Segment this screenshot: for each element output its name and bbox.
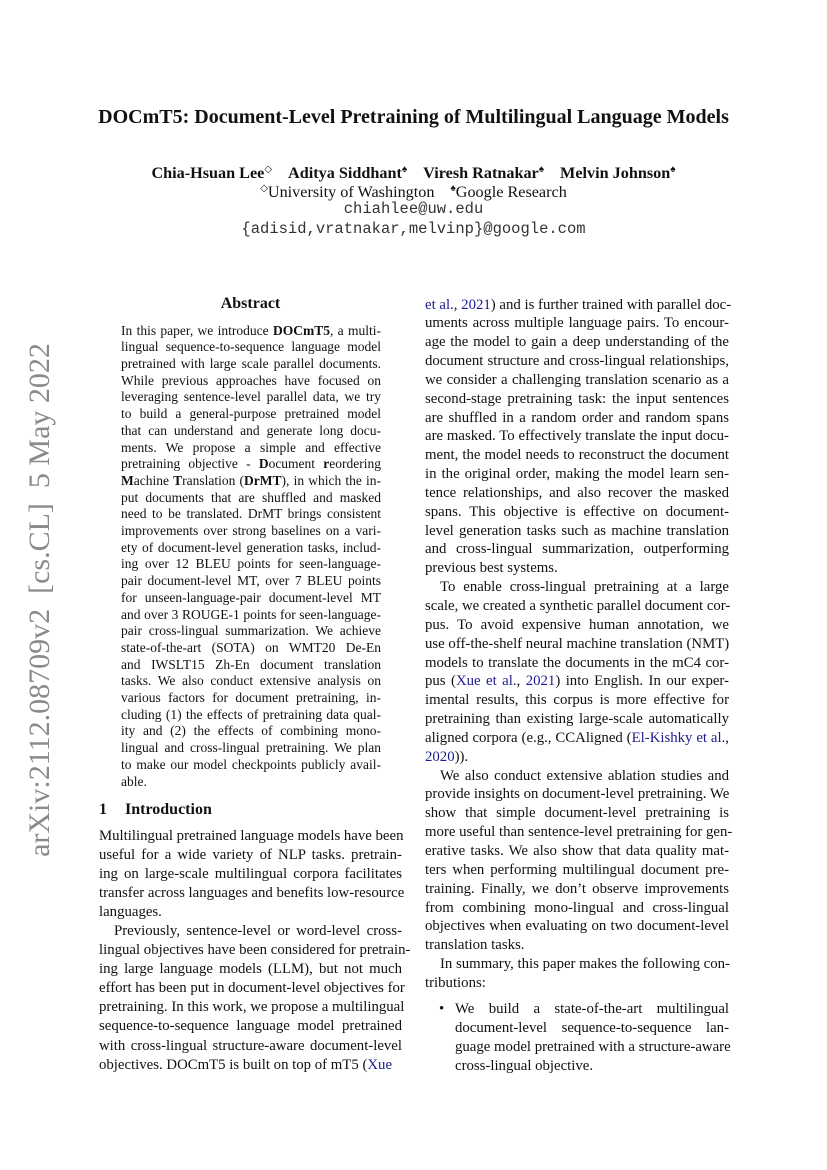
text-line: use off-the-shelf neural machine translation (NMT) — [425, 635, 730, 652]
text-line: translation tasks. — [425, 937, 525, 954]
text-line: second-stage pretraining task: the input sentences — [425, 390, 729, 407]
text-line: pretrained with large scale parallel documents. — [121, 356, 381, 371]
text-span: ) and is further trained with parallel doc- — [490, 296, 732, 313]
section-title: Introduction — [125, 801, 212, 818]
author-name: Aditya Siddhant — [288, 164, 402, 182]
affiliation-mark: ♠ — [401, 164, 408, 175]
text-line: erative tasks. We also show that data quality mat- — [425, 842, 729, 859]
paper-title: DOCmT5: Document-Level Pretraining of Multilingual Language Models — [98, 106, 729, 128]
text-line: cross-lingual objective. — [455, 1057, 594, 1074]
text-span: achine — [133, 472, 174, 488]
text-line: document-level sequence-to-sequence lan- — [455, 1019, 729, 1036]
section-number: 1 — [99, 801, 107, 818]
bullet-icon: • — [439, 1000, 445, 1017]
bold-text: DrMT — [244, 472, 282, 488]
text-line: To enable cross-lingual pretraining at a large — [440, 579, 729, 596]
text-line: cluding (1) the effects of pretraining data qual- — [121, 706, 381, 722]
text-line: ments. We propose a simple and effective — [121, 439, 381, 455]
citation-link[interactable]: Xue et al. — [455, 673, 517, 690]
text-line: effort has been put in document-level objectives for — [99, 980, 405, 997]
text-line: sequence-to-sequence language model pretrained — [99, 1018, 402, 1035]
author-name: Chia-Hsuan Lee — [151, 164, 265, 182]
text-line: various factors for document pretraining, in- — [121, 690, 381, 706]
text-line: show that simple document-level pretraining is — [425, 805, 729, 822]
text-line: ing on large-scale multilingual corpora facilitates — [99, 865, 402, 882]
text-line: ity and (2) the effects of combining mono- — [121, 723, 381, 739]
affiliation-mark: ◇ — [264, 164, 273, 175]
text-span: pretraining objective - — [121, 456, 259, 472]
text-line: to make our model checkpoints publicly avail- — [121, 756, 381, 772]
bold-text: M — [121, 472, 134, 488]
text-span: aligned corpora (e.g., CCAligned ( — [425, 729, 632, 746]
affiliation-name: University of Washington — [267, 183, 435, 201]
text-line: are shuffled in a random order and random spans — [425, 409, 729, 426]
citation-link[interactable]: 2021 — [461, 296, 491, 313]
bold-text: D — [258, 456, 269, 472]
bold-text: T — [173, 472, 183, 488]
text-line — [425, 729, 729, 748]
text-line: from combining mono-lingual and cross-lingual — [425, 899, 729, 916]
introduction-left-column — [99, 827, 411, 1075]
text-line: put documents that are shuffled and masked — [121, 489, 381, 505]
abstract-heading: Abstract — [220, 295, 281, 312]
text-line: pretraining than existing large-scale automatically — [425, 711, 729, 728]
text-line: ters when performing multilingual document pre- — [425, 861, 729, 878]
text-span: ranslation ( — [182, 472, 245, 488]
affiliation-mark: ♠ — [670, 164, 676, 175]
text-line: scale, we created a synthetic parallel document cor- — [425, 598, 731, 614]
text-line: and over 3 ROUGE-1 points for seen-language- — [121, 606, 381, 622]
author-email: {adisid,vratnakar,melvinp}@google.com — [241, 220, 586, 238]
text-line: lingual objectives have been considered for pretrain- — [99, 942, 411, 959]
affiliation-name: Google Research — [455, 183, 567, 201]
introduction-right-column — [425, 296, 733, 993]
text-line: state-of-the-art (SOTA) on WMT20 De-En — [121, 639, 381, 655]
text-line: need to be translated. DrMT brings consistent — [121, 506, 381, 522]
bold-text: DOCmT5 — [272, 322, 330, 338]
text-line: and IWSLT15 Zh-En document translation — [121, 656, 381, 672]
text-line: ing over 12 BLEU points for seen-language- — [121, 556, 381, 572]
contribution-bullet — [425, 1000, 729, 1076]
text-span: , — [516, 673, 526, 690]
text-line: Previously, sentence-level or word-level cross- — [114, 922, 402, 939]
text-line: ety of document-level generation tasks, includ- — [121, 539, 381, 555]
text-line: tasks. We also conduct extensive analysis on — [121, 673, 381, 689]
text-line: improvements over strong baselines on a vari- — [121, 523, 381, 539]
text-line: to build a general-purpose pretrained model — [121, 406, 381, 422]
text-line: and cross-lingual summarization, outperforming — [425, 541, 729, 558]
text-line — [121, 473, 381, 490]
text-line: pair document-level MT, over 7 BLEU points — [121, 573, 381, 589]
affiliation-mark: ♠ — [450, 183, 456, 194]
text-line — [121, 456, 381, 473]
text-line: We also conduct extensive ablation studies and — [440, 767, 729, 784]
text-line — [425, 748, 729, 767]
citation-link[interactable]: 2021 — [525, 673, 556, 690]
text-line — [425, 672, 729, 691]
text-line — [99, 1056, 402, 1075]
text-line: that can understand and generate long docu- — [121, 422, 381, 438]
citation-link[interactable]: et al. — [425, 296, 454, 313]
text-line: level generation tasks such as machine translation — [425, 522, 729, 539]
text-line: objectives when evaluating on two document-level — [425, 918, 729, 935]
text-span: , — [725, 729, 729, 746]
text-line: tributions: — [425, 974, 486, 991]
citation-link[interactable]: Xue — [367, 1056, 393, 1073]
arxiv-stamp-text: arXiv:2112.08709v2 [cs.CL] 5 May 2022 — [23, 343, 56, 857]
text-line: ing large language models (LLM), but not much — [99, 961, 402, 978]
text-line: While previous approaches have focused on — [121, 372, 381, 388]
text-line: document structure and cross-lingual relationships, — [425, 353, 729, 370]
affiliation-mark: ◇ — [260, 183, 268, 194]
text-span: ), in which the in- — [281, 472, 382, 488]
text-line: spans. This objective is effective on document- — [425, 503, 729, 520]
text-line — [425, 296, 732, 315]
bullet-text — [455, 1000, 729, 1076]
text-line: ment, the model needs to reconstruct the document — [425, 447, 729, 464]
text-span: In this paper, we introduce — [121, 322, 273, 338]
text-span: eordering — [329, 456, 381, 472]
text-span: ) into English. In our exper- — [555, 673, 729, 690]
text-span: , — [453, 296, 462, 313]
text-line: pretraining. In this work, we propose a multilingual — [99, 999, 405, 1016]
text-line — [121, 323, 381, 340]
text-span: ocument — [268, 456, 324, 472]
text-line: pair cross-lingual summarization. We achieve — [121, 623, 381, 639]
text-line: we consider a challenging translation scenario as a — [425, 371, 729, 388]
text-line: transfer across languages and benefits low-resource — [99, 884, 405, 901]
affiliation-mark: ♠ — [538, 164, 545, 175]
text-span: , a multi- — [329, 322, 381, 338]
text-line: useful for a wide variety of NLP tasks. pretrain- — [99, 846, 402, 863]
text-line: models to translate the documents in the mC4 cor- — [425, 654, 729, 671]
text-span: pus ( — [425, 673, 456, 690]
text-line: more useful than sentence-level pretraining for gen- — [425, 824, 733, 841]
author-email: chiahlee@uw.edu — [343, 200, 484, 218]
text-line: in the original order, making the model learn sen- — [425, 466, 729, 483]
text-line: uments across multiple language pairs. To encour- — [425, 315, 729, 332]
text-span: )). — [454, 748, 469, 765]
bold-text: r — [323, 456, 330, 472]
text-line: provide insights on document-level pretraining. We — [425, 786, 730, 803]
text-line: languages. — [99, 903, 162, 920]
author-name: Viresh Ratnakar — [423, 164, 539, 182]
text-line: guage model pretrained with a structure-aware — [455, 1038, 731, 1055]
abstract-body — [121, 323, 381, 791]
text-line: with cross-lingual structure-aware document-level — [99, 1037, 402, 1054]
text-line: lingual and cross-lingual pretraining. We plan — [121, 740, 381, 756]
text-line: are masked. To effectively translate the input docu- — [425, 428, 729, 445]
text-line: In summary, this paper makes the following con- — [440, 956, 730, 973]
citation-link[interactable]: 2020 — [425, 748, 455, 765]
text-line: previous best systems. — [425, 560, 558, 577]
text-span: objectives. DOCmT5 is built on top of mT5 ( — [99, 1056, 368, 1073]
citation-link[interactable]: El-Kishky et al. — [631, 729, 726, 746]
text-line: tence relationships, and also recover the masked — [425, 484, 729, 501]
text-line: Multilingual pretrained language models have been — [99, 827, 404, 844]
text-line: lingual sequence-to-sequence language model — [121, 339, 381, 355]
text-line: We build a state-of-the-art multilingual — [455, 1000, 729, 1017]
text-line: training. Finally, we don’t observe improvements — [425, 880, 729, 897]
text-line: age the model to gain a deep understanding of the — [425, 334, 729, 351]
text-line: able. — [121, 773, 147, 789]
text-line: pus. To avoid expensive human annotation, we — [425, 616, 729, 633]
author-name: Melvin Johnson — [560, 164, 671, 182]
text-line: imental results, this corpus is more effective for — [425, 692, 729, 709]
text-line: for unseen-language-pair document-level MT — [121, 589, 381, 605]
section-heading-introduction — [99, 800, 212, 820]
text-line: leveraging sentence-level parallel data, we try — [121, 389, 381, 405]
